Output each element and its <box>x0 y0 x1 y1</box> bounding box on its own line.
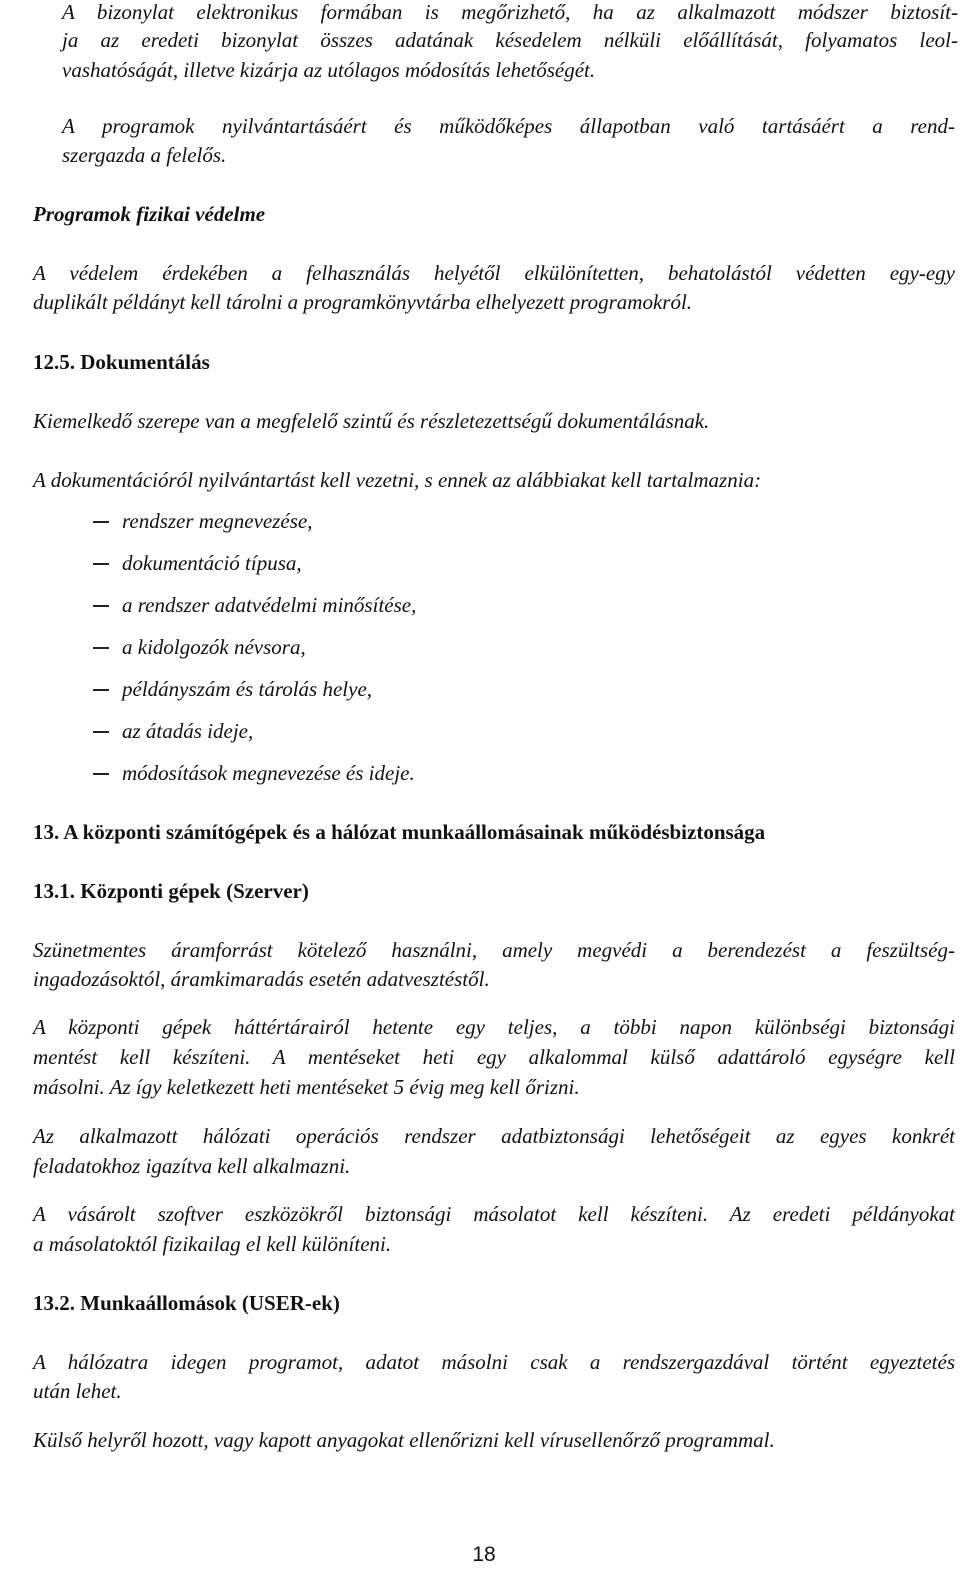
list-item: a rendszer adatvédelmi minősítése, <box>122 593 417 617</box>
physical-protection-line-1: A védelem érdekében a felhasználás helyétől elkülönítetten, behatolástól védetten egy-egy <box>33 261 955 285</box>
section-13-heading: 13. A központi számítógépek és a hálózat munkaállomásainak működésbiztonsága <box>33 820 766 844</box>
section-13-2-p1-line-1: A hálózatra idegen programot, adatot másolni csak a rendszergazdával történt egyeztetés <box>33 1350 955 1374</box>
section-13-2-p1-line-2: után lehet. <box>33 1379 122 1403</box>
list-item: a kidolgozók névsora, <box>122 635 306 659</box>
section-13-1-p3-line-1: Az alkalmazott hálózati operációs rendszer adatbiztonsági lehetőségeit az egyes konkrét <box>33 1124 955 1148</box>
list-dash <box>93 605 109 607</box>
section-13-1-p2-line-1: A központi gépek háttértárairól hetente egy teljes, a többi napon különbségi biztonsági <box>33 1015 955 1039</box>
intro-p1-line-3: vashatóságát, illetve kizárja az utólagos módosítás lehetőségét. <box>62 58 596 82</box>
section-13-1-heading: 13.1. Központi gépek (Szerver) <box>33 879 309 903</box>
list-item: rendszer megnevezése, <box>122 509 313 533</box>
intro-p1-line-1: A bizonylat elektronikus formában is megőrizhető, ha az alkalmazott módszer biztosít- <box>62 0 958 24</box>
list-item: dokumentáció típusa, <box>122 551 302 575</box>
section-12-5-p2: A dokumentációról nyilvántartást kell vezetni, s ennek az alábbiakat kell tartalmaznia: <box>33 468 762 492</box>
intro-p2-line-2: szergazda a felelős. <box>62 143 227 167</box>
list-dash <box>93 563 109 565</box>
section-12-5-p1: Kiemelkedő szerepe van a megfelelő szintű és részletezettségű dokumentálásnak. <box>33 409 710 433</box>
section-13-1-p1-line-1: Szünetmentes áramforrást kötelező használni, amely megvédi a berendezést a feszültség- <box>33 938 955 962</box>
list-item: példányszám és tárolás helye, <box>122 677 373 701</box>
intro-p2-line-1: A programok nyilvántartásáért és működőképes állapotban való tartásáért a rend- <box>62 114 955 138</box>
page-number: 18 <box>472 1543 496 1566</box>
list-dash <box>93 689 109 691</box>
list-dash <box>93 773 109 775</box>
section-13-2-heading: 13.2. Munkaállomások (USER-ek) <box>33 1291 340 1315</box>
section-12-5-heading: 12.5. Dokumentálás <box>33 350 210 374</box>
physical-protection-heading: Programok fizikai védelme <box>33 202 266 226</box>
section-13-1-p1-line-2: ingadozásoktól, áramkimaradás esetén adatvesztéstől. <box>33 967 490 991</box>
section-13-1-p2-line-3: másolni. Az így keletkezett heti mentéseket 5 évig meg kell őrizni. <box>33 1075 580 1099</box>
section-13-1-p2-line-2: mentést kell készíteni. A mentéseket heti egy alkalommal külső adattároló egységre kell <box>33 1045 955 1069</box>
section-13-1-p3-line-2: feladatokhoz igazítva kell alkalmazni. <box>33 1154 351 1178</box>
section-13-1-p4-line-1: A vásárolt szoftver eszközökről biztonsági másolatot kell készíteni. Az eredeti példányokat <box>33 1202 955 1226</box>
section-13-1-p4-line-2: a másolatoktól fizikailag el kell különíteni. <box>33 1232 392 1256</box>
section-13-2-p2: Külső helyről hozott, vagy kapott anyagokat ellenőrizni kell vírusellenőrző programmal. <box>33 1428 775 1452</box>
list-dash <box>93 647 109 649</box>
list-dash <box>93 521 109 523</box>
physical-protection-line-2: duplikált példányt kell tárolni a programkönyvtárba elhelyezett programokról. <box>33 290 693 314</box>
intro-p1-line-2: ja az eredeti bizonylat összes adatának késedelem nélküli előállítását, folyamatos leol- <box>62 28 958 52</box>
list-item: az átadás ideje, <box>122 719 254 743</box>
list-dash <box>93 731 109 733</box>
list-item: módosítások megnevezése és ideje. <box>122 761 415 785</box>
